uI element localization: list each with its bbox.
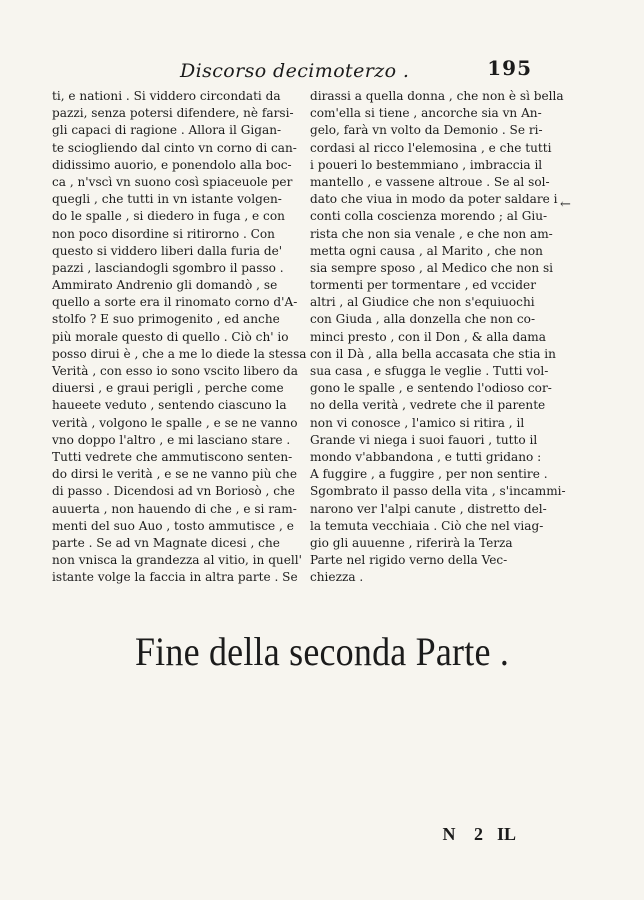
signature-mark: N 2 — [442, 824, 483, 844]
text-line: tormenti per tormentare , ed vccider — [310, 278, 536, 293]
text-line: gli capaci di ragione . Allora il Gigan- — [52, 123, 282, 138]
text-line: non poco disordine si ritirorno . Con — [52, 226, 275, 241]
text-line: ca , n'vscì vn suono così spiaceuole per — [52, 174, 293, 189]
text-line: gelo, farà vn volto da Demonio . Se ri- — [310, 123, 543, 138]
text-line: istante volge la faccia in altra parte . Se — [52, 570, 298, 585]
text-line: sua casa , e sfugga le veglie . Tutti vol- — [310, 364, 549, 378]
right-column — [310, 88, 566, 585]
text-line: mantello , e vassene altroue . Se al sol- — [310, 174, 550, 189]
text-line: mondo v'abbandona , e tutti gridano : — [310, 449, 542, 464]
text-line: rista che non sia venale , e che non am- — [310, 226, 553, 241]
text-line: gono le spalle , e sentendo l'odioso cor- — [310, 381, 552, 396]
page-footer — [428, 824, 516, 845]
text-line: te sciogliendo dal cinto vn corno di can- — [52, 140, 297, 155]
text-line: posso dirui è , che a me lo diede la stessa — [52, 346, 307, 361]
text-line: diuersi , e graui perigli , perche come — [52, 381, 284, 396]
running-title: Discorso decimoterzo . — [180, 60, 410, 82]
text-line: di passo . Dicendosi ad vn Boriosò , che — [52, 484, 295, 499]
text-line: altri , al Giudice che non s'equiuochi — [310, 295, 535, 310]
text-line: Ammirato Andrenio gli domandò , se — [52, 278, 278, 293]
text-line: gio gli auuenne , riferirà la Terza — [310, 535, 513, 550]
page-number: 195 — [487, 56, 532, 80]
text-line: non vi conosce , l'amico si ritira , il — [310, 415, 525, 430]
text-line: non vnisca la grandezza al vitio, in quell' — [52, 553, 302, 568]
text-line: do le spalle , si diedero in fuga , e con — [52, 209, 285, 224]
page-header — [0, 54, 644, 88]
text-line: chiezza . — [310, 570, 364, 585]
text-line: auuerta , non hauendo di che , e si ram- — [52, 501, 297, 516]
text-line: verità , volgono le spalle , e se ne vanno — [52, 415, 298, 430]
text-line: Sgombrato il passo della vita , s'incammi- — [310, 484, 566, 499]
closing-title: Fine della seconda Parte . — [134, 629, 510, 674]
left-column — [52, 88, 307, 585]
text-line: A fuggire , a fuggire , per non sentire . — [310, 467, 548, 482]
text-line: vno doppo l'altro , e mi lasciano stare . — [52, 432, 291, 447]
text-line: pazzi , lasciandogli sgombro il passo . — [52, 260, 284, 275]
text-line: haueete veduto , sentendo ciascuno la — [52, 398, 287, 413]
catchword: IL — [496, 824, 516, 844]
text-line: menti del suo Auo , tosto ammutisce , e — [52, 518, 294, 533]
text-line: i poueri lo bestemmiano , imbraccia il — [310, 157, 543, 172]
text-columns — [52, 88, 566, 585]
text-line: dirassi a quella donna , che non è sì bella — [310, 89, 564, 103]
text-line: no della verità , vedrete che il parente — [310, 398, 546, 413]
text-line: stolfo ? E suo primogenito , ed anche — [52, 312, 280, 327]
text-line: minci presto , con il Don , & alla dama — [310, 329, 546, 344]
text-line: Verità , con esso io sono vscito libero da — [52, 364, 298, 378]
text-line: Parte nel rigido verno della Vec- — [310, 553, 508, 568]
text-line: quegli , che tutti in vn istante volgen- — [52, 192, 282, 207]
text-line: narono ver l'alpi canute , distretto del- — [310, 501, 547, 516]
text-line: metta ogni causa , al Marito , che non — [310, 243, 543, 258]
text-line: com'ella si tiene , ancorche sia vn An- — [310, 106, 542, 121]
text-line: con Giuda , alla donzella che non co- — [310, 312, 536, 327]
text-line: quello a sorte era il rinomato corno d'A- — [52, 295, 298, 310]
text-line: didissimo auorio, e ponendolo alla boc- — [52, 157, 292, 172]
text-line: pazzi, senza potersi difendere, nè farsi- — [52, 106, 294, 121]
text-line: Grande vi niega i suoi fauori , tutto il — [310, 432, 538, 447]
text-line: con il Dà , alla bella accasata che stia in — [310, 346, 556, 361]
text-line: questo si viddero liberi dalla furia de' — [52, 243, 283, 258]
text-line: conti colla coscienza morendo ; al Giu- — [310, 209, 548, 224]
text-line: sia sempre sposo , al Medico che non si — [310, 260, 554, 275]
text-line: parte . Se ad vn Magnate dicesi , che — [52, 535, 280, 550]
text-line: la temuta vecchiaia . Ciò che nel viag- — [310, 518, 544, 533]
text-line: Tutti vedrete che ammutiscono senten- — [52, 449, 293, 464]
text-line: più morale questo di quello . Ciò ch' io — [52, 329, 289, 344]
margin-arrow-icon: ← — [560, 197, 571, 212]
text-line: dato che viua in modo da poter saldare i — [310, 192, 558, 207]
text-line: do dirsi le verità , e se ne vanno più che — [52, 467, 297, 482]
text-line: cordasi al ricco l'elemosina , e che tutti — [310, 140, 552, 155]
text-line: ti, e nationi . Si viddero circondati da — [52, 89, 281, 103]
